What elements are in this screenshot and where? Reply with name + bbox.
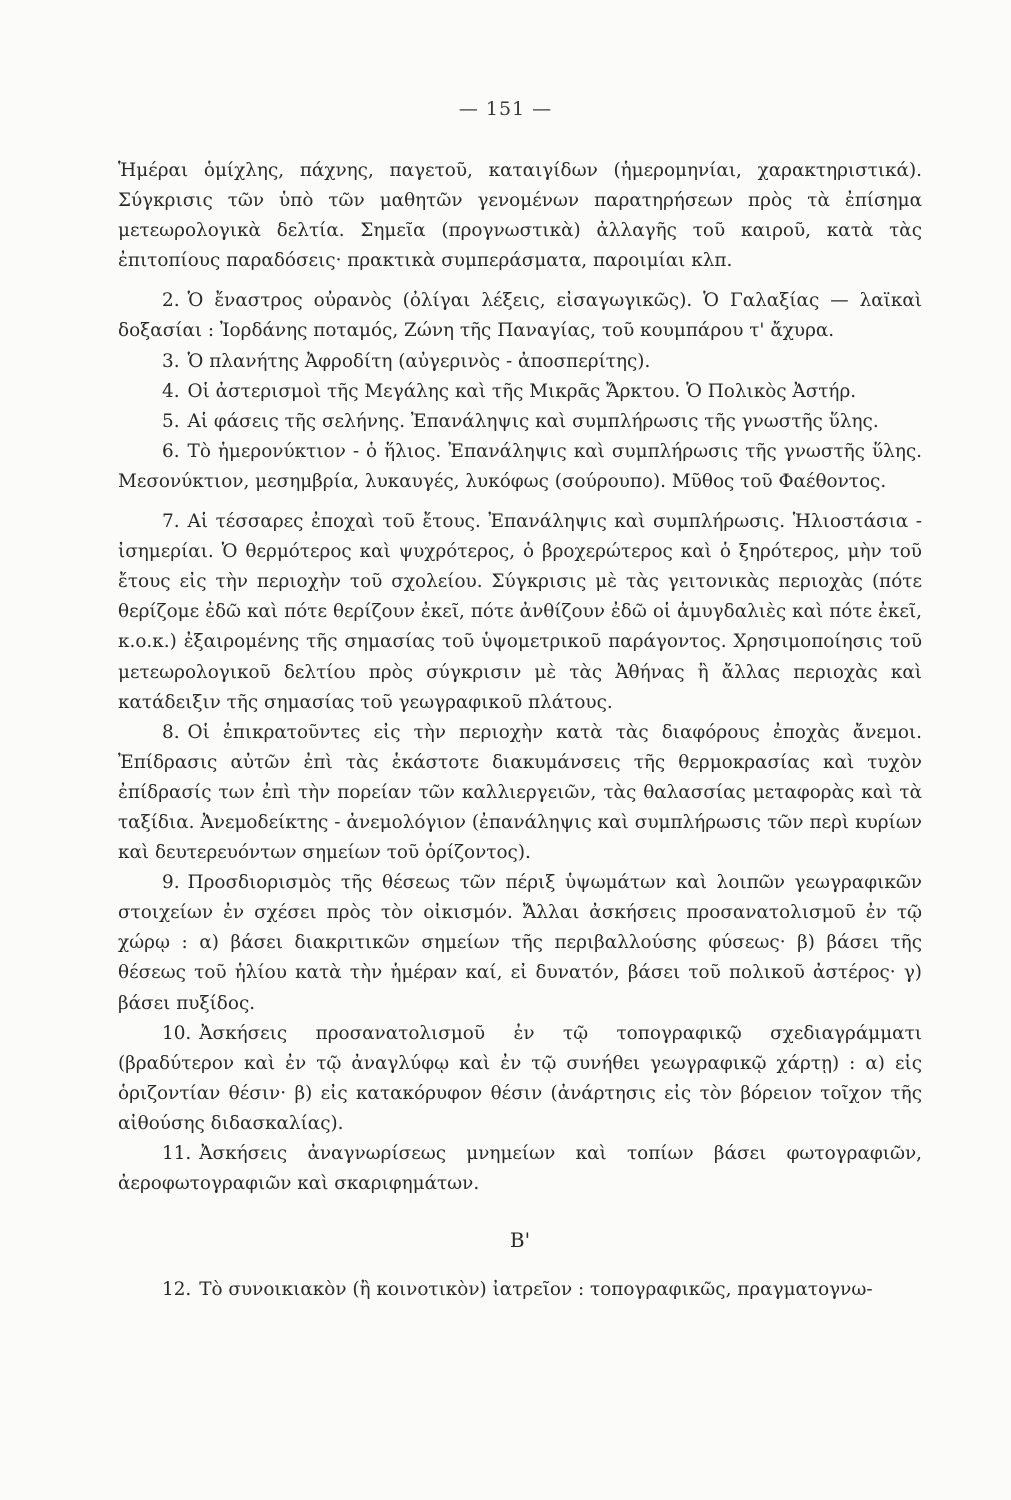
paragraph-7 [118,507,922,718]
paragraph-number: 6. [162,440,180,462]
body-text [118,156,922,1305]
paragraph-number: 5. [162,410,180,432]
paragraph-number: 12. [162,1279,192,1301]
paragraph-text: Ἡμέραι ὁμίχλης, πάχνης, παγετοῦ, καταιγίδων (ἡμερομηνίαι, χαρακτηριστικά). Σύγκρισις τῶν ὑπὸ τῶν μαθητῶν γενομένων παρατηρήσεων πρὸς τὰ ἐπίσημα μετεωρολογικὰ δελτία. Σημεῖα (προγνωστικὰ) ἀλλαγῆς τοῦ καιροῦ, κατὰ τὰς ἐπιτοπίους παραδόσεις· πρακτικὰ συμπεράσματα, παροιμίαι κλπ. [118,160,922,272]
paragraph-text: Ὁ ἔναστρος οὐρανὸς (ὀλίγαι λέξεις, εἰσαγωγικῶς). Ὁ Γαλαξίας — λαϊκαὶ δοξασίαι : Ἰορδάνης ποταμός, Ζώνη τῆς Παναγίας, τοῦ κουμπάρου τ' ἄχυρα. [118,290,922,342]
paragraph-8 [118,718,922,868]
paragraph-10 [118,1019,922,1139]
paragraph-number: 7. [162,511,180,533]
paragraph-text: Αἱ τέσσαρες ἐποχαὶ τοῦ ἔτους. Ἐπανάληψις καὶ συμπλήρωσις. Ἡλιοστάσια - ἰσημερίαι. Ὁ θερμότερος καὶ ψυχρότερος, ὁ βροχερώτερος καὶ ὁ ξηρότερος, μὴν τοῦ ἔτους εἰς τὴν περιοχὴν τοῦ σχολείου. Σύγκρισις μὲ τὰς γειτονικὰς περιοχὰς (πότε θερίζομε ἐδῶ καὶ πότε θερίζουν ἐκεῖ, πότε ἀνθίζουν ἐδῶ οἱ ἀμυγδαλιὲς καὶ πότε ἐκεῖ, κ.ο.κ.) ἐξαιρομένης τῆς σημασίας τοῦ ὑψομετρικοῦ παράγοντος. Χρησιμοποίησις τοῦ μετεωρολογικοῦ δελτίου πρὸς σύγκρισιν μὲ τὰς Ἀθήνας ἢ ἄλλας περιοχὰς καὶ κατάδειξιν τῆς σημασίας τοῦ γεωγραφικοῦ πλάτους. [118,511,922,713]
paragraph-text: Οἱ ἀστερισμοὶ τῆς Μεγάλης καὶ τῆς Μικρᾶς Ἄρκτου. Ὁ Πολικὸς Ἀστήρ. [187,380,857,402]
paragraph-text: Οἱ ἐπικρατοῦντες εἰς τὴν περιοχὴν κατὰ τὰς διαφόρους ἐποχὰς ἄνεμοι. Ἐπίδρασις αὐτῶν ἐπὶ τὰς ἑκάστοτε διακυμάνσεις τῆς θερμοκρασίας καὶ τυχὸν ἐπίδρασίς των ἐπὶ τὴν πορείαν τῶν καλλιεργειῶν, τὰς θαλασσίας μεταφορὰς καὶ τὰ ταξίδια. Ἀνεμοδείκτης - ἀνεμολόγιον (ἐπανάληψις καὶ συμπλήρωσις τῶν περὶ κυρίων καὶ δευτερευόντων σημείων τοῦ ὁρίζοντος). [118,721,922,864]
paragraph-number: 8. [162,721,180,743]
paragraph-1 [118,156,922,276]
paragraph-9 [118,868,922,1018]
section-heading: Β' [509,1228,531,1253]
paragraph-number: 9. [162,872,180,894]
paragraph-2 [118,286,922,346]
paragraph-text: Προσδιορισμὸς τῆς θέσεως τῶν πέριξ ὑψωμάτων καὶ λοιπῶν γεωγραφικῶν στοιχείων ἐν σχέσει πρὸς τὸν οἰκισμόν. Ἄλλαι ἀσκήσεις προσανατολισμοῦ ἐν τῷ χώρῳ : α) βάσει διακριτικῶν σημείων τῆς περιβαλλούσης φύσεως· β) βάσει τῆς θέσεως τοῦ ἡλίου κατὰ τὴν ἡμέραν καί, εἰ δυνατόν, βάσει τοῦ πολικοῦ ἀστέρος· γ) βάσει πυξίδος. [118,872,922,1014]
paragraph-text: Τὸ συνοικιακὸν (ἢ κοινοτικὸν) ἰατρεῖον : τοπογραφικῶς, πραγματογνω- [199,1279,873,1301]
paragraph-text: Ὁ πλανήτης Ἀφροδίτη (αὐγερινὸς - ἀποσπερίτης). [187,350,651,372]
paragraph-5 [118,407,922,437]
paragraph-3 [118,347,922,377]
paragraph-text: Αἱ φάσεις τῆς σελήνης. Ἐπανάληψις καὶ συμπλήρωσις τῆς γνωστῆς ὕλης. [187,410,879,432]
paragraph-number: 4. [162,380,180,402]
page-number: — 151 — [458,98,553,120]
paragraph-12 [118,1275,922,1305]
paragraph-11 [118,1139,922,1199]
paragraph-4 [118,377,922,407]
paragraph-text: Ἀσκήσεις προσανατολισμοῦ ἐν τῷ τοπογραφικῷ σχεδιαγράμματι (βραδύτερον καὶ ἐν τῷ ἀναγλύφῳ καὶ ἐν τῷ συνήθει γεωγραφικῷ χάρτῃ) : α) εἰς ὁριζοντίαν θέσιν· β) εἰς κατακόρυφον θέσιν (ἀνάρτησις εἰς τὸν βόρειον τοῖχον τῆς αἰθούσης διδασκαλίας). [118,1022,922,1134]
paragraph-6 [118,437,922,497]
paragraph-text: Τὸ ἡμερονύκτιον - ὁ ἥλιος. Ἐπανάληψις καὶ συμπλήρωσις τῆς γνωστῆς ὕλης. Μεσονύκτιον, μεσημβρία, λυκαυγές, λυκόφως (σούρουπο). Μῦθος τοῦ Φαέθοντος. [118,440,922,492]
paragraph-number: 2. [162,290,180,312]
paragraph-number: 10. [162,1022,192,1044]
paragraph-text: Ἀσκήσεις ἀναγνωρίσεως μνημείων καὶ τοπίων βάσει φωτογραφιῶν, ἀεροφωτογραφιῶν καὶ σκαριφημάτων. [118,1143,922,1195]
paragraph-number: 11. [162,1143,192,1164]
paragraph-number: 3. [162,350,180,372]
